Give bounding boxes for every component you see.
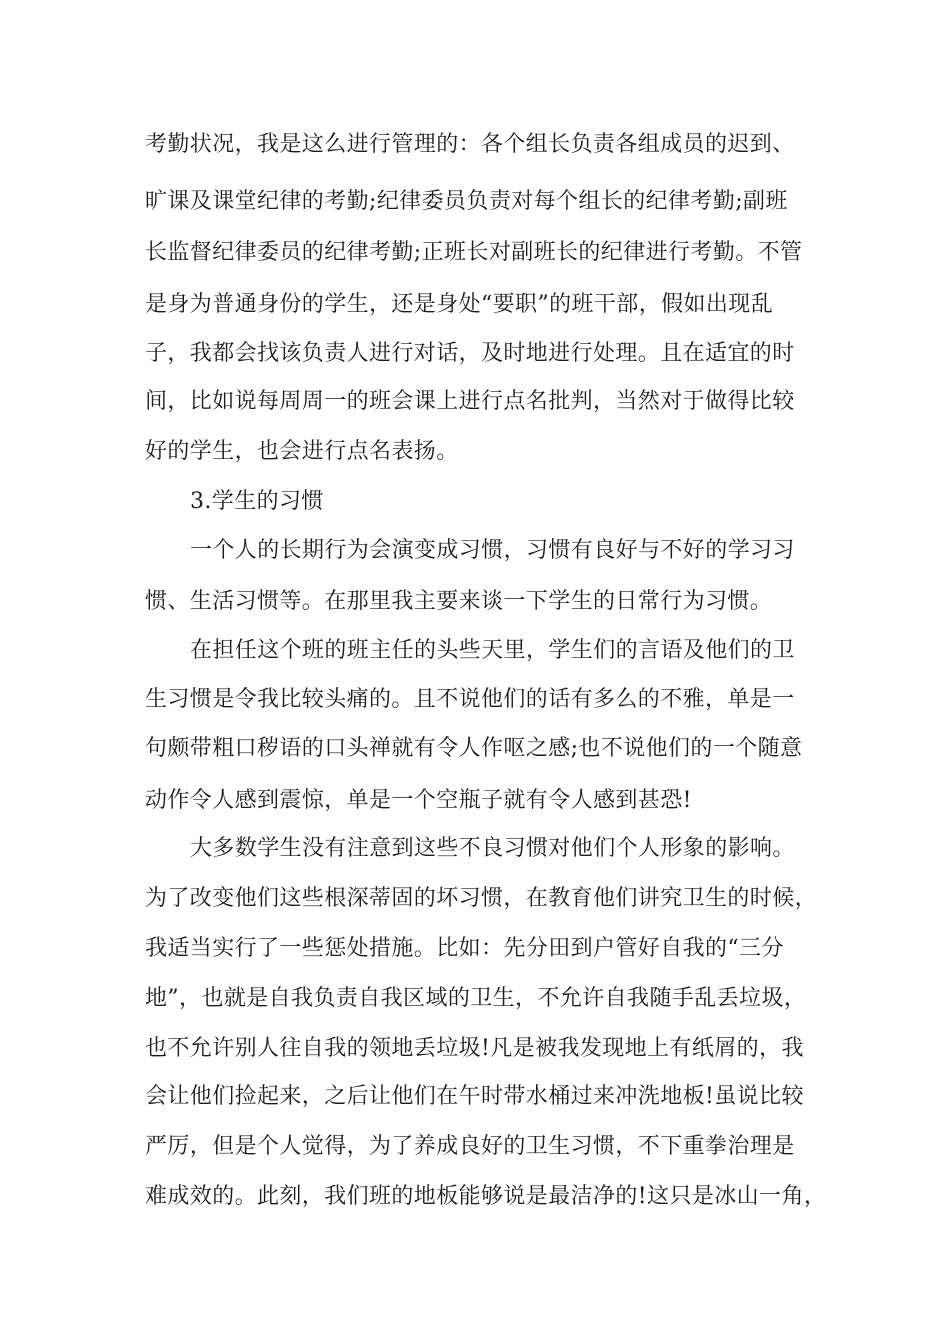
text-line: 好的学生，也会进行点名表扬。	[145, 439, 459, 464]
text-line: 句颇带粗口秽语的口头禅就有令人作呕之感;也不说他们的一个随意	[145, 736, 803, 761]
text-line: 我适当实行了一些惩处措施。比如：先分田到户管好自我的“三分	[145, 936, 784, 961]
text-line: 也不允许别人往自我的领地丢垃圾!凡是被我发现地上有纸屑的，我	[145, 1036, 804, 1061]
text-line: 在担任这个班的班主任的头些天里，学生们的言语及他们的卫	[190, 638, 795, 663]
text-line: 一个人的长期行为会演变成习惯，习惯有良好与不好的学习习	[190, 538, 795, 563]
text-line: 大多数学生没有注意到这些不良习惯对他们个人形象的影响。	[190, 836, 795, 861]
section-heading: 3.学生的习惯	[190, 489, 324, 514]
text-line: 生习惯是令我比较头痛的。且不说他们的话有多么的不雅，单是一	[145, 687, 795, 712]
text-line: 长监督纪律委员的纪律考勤;正班长对副班长的纪律进行考勤。不管	[145, 240, 803, 265]
text-line: 难成效的。此刻，我们班的地板能够说是最洁净的!这只是冰山一角，	[145, 1184, 827, 1209]
text-line: 严厉，但是个人觉得，为了养成良好的卫生习惯，不下重拳治理是	[145, 1134, 795, 1159]
text-line: 考勤状况，我是这么进行管理的：各个组长负责各组成员的迟到、	[145, 132, 795, 157]
text-line: 惯、生活习惯等。在那里我主要来谈一下学生的日常行为习惯。	[145, 589, 773, 614]
text-line: 间，比如说每周周一的班会课上进行点名批判，当然对于做得比较	[145, 389, 795, 414]
text-line: 为了改变他们这些根深蒂固的坏习惯，在教育他们讲究卫生的时候，	[145, 886, 818, 911]
text-line: 动作令人感到震惊，单是一个空瓶子就有令人感到甚恐!	[145, 788, 692, 813]
text-line: 子，我都会找该负责人进行对话，及时地进行处理。且在适宜的时	[145, 341, 795, 366]
text-line: 会让他们捡起来，之后让他们在午时带水桶过来冲洗地板!虽说比较	[145, 1084, 804, 1109]
text-line: 是身为普通身份的学生，还是身处“要职”的班干部，假如出现乱	[145, 292, 774, 317]
text-line: 地”，也就是自我负责自我区域的卫生，不允许自我随手乱丢垃圾，	[145, 986, 807, 1011]
text-line: 旷课及课堂纪律的考勤;纪律委员负责对每个组长的纪律考勤;副班	[145, 189, 788, 214]
